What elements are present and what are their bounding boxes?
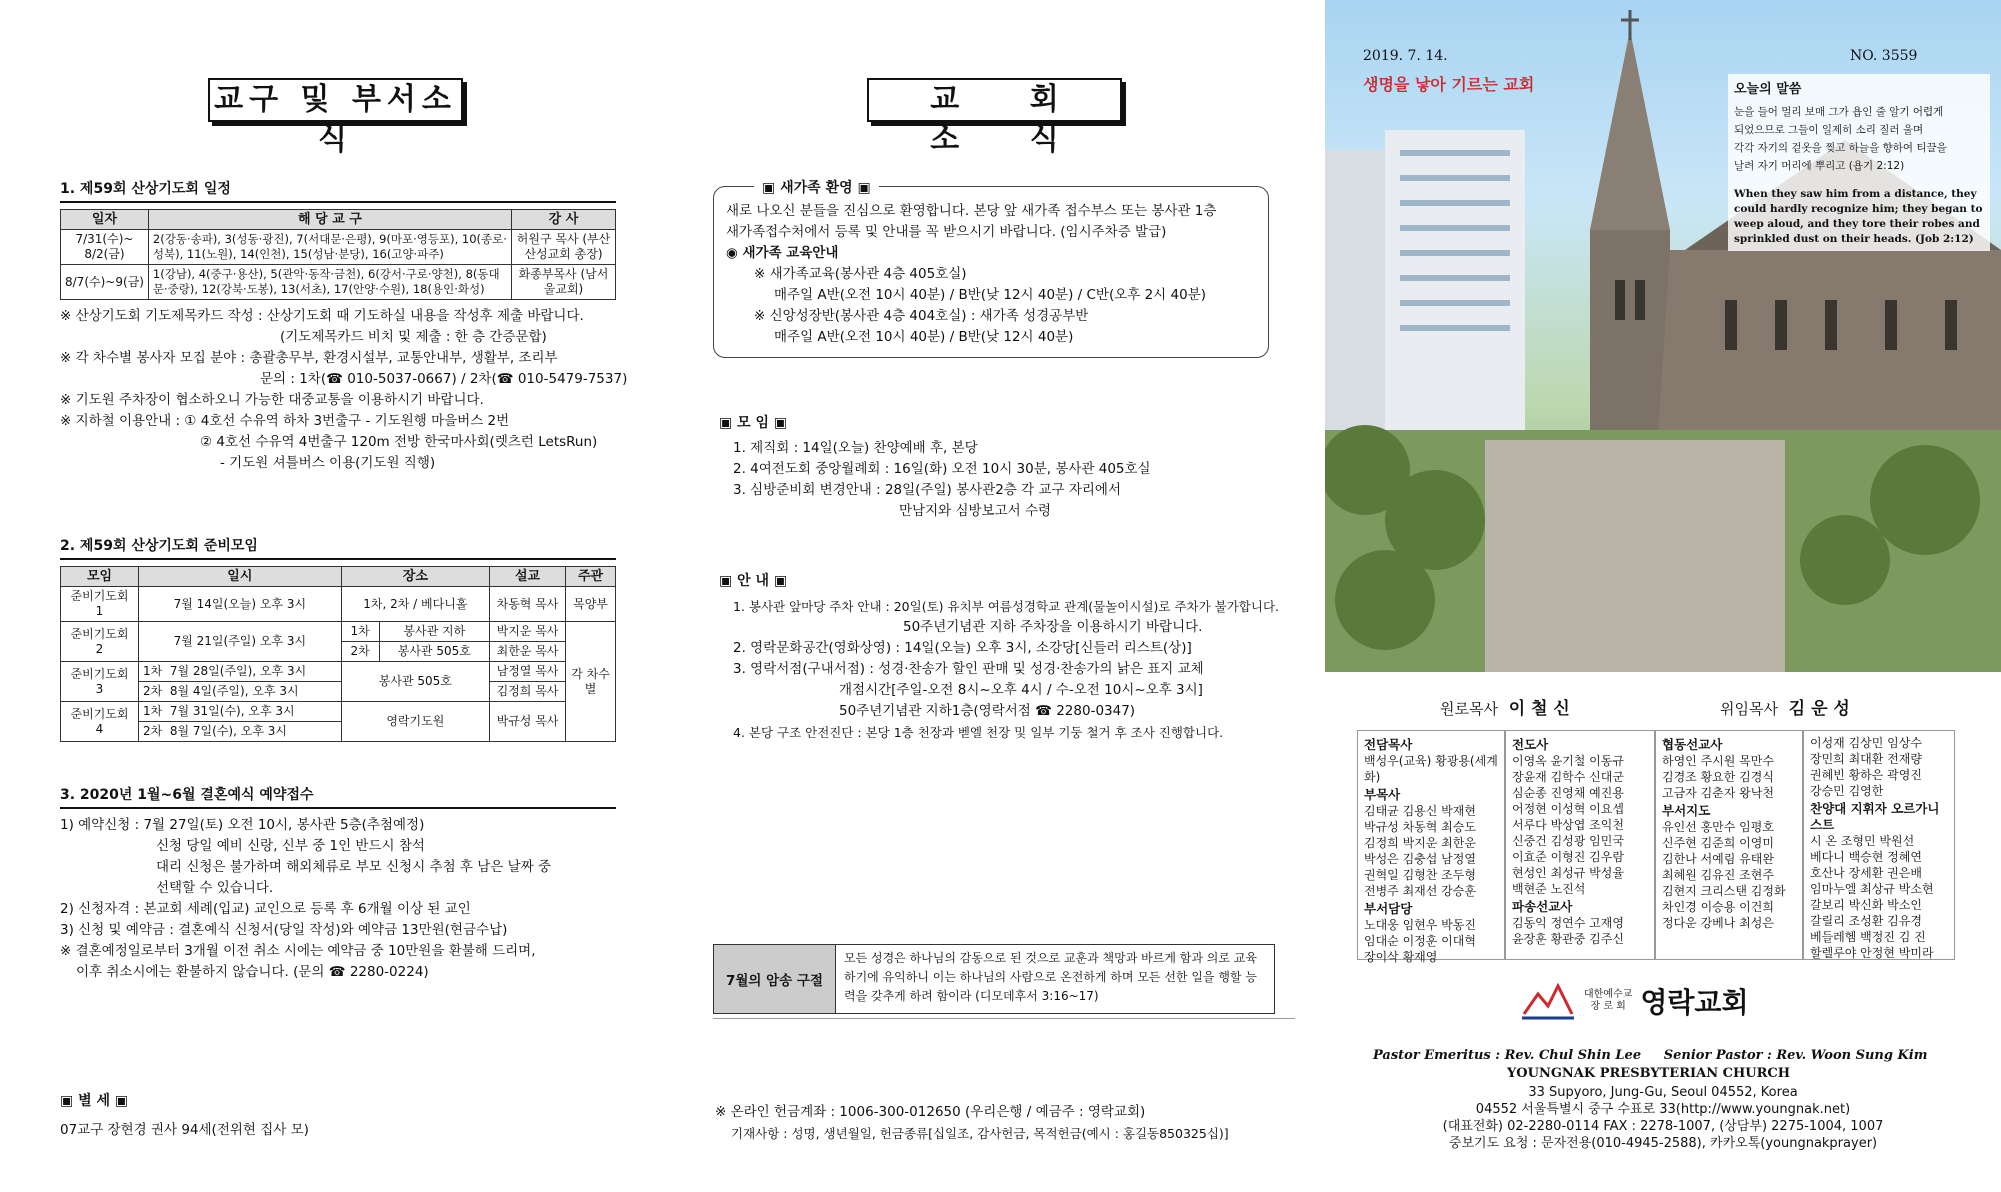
text-line: 대리 신청은 불가하며 해외체류로 부모 신청시 추첨 후 남은 날짜 중: [156, 859, 552, 875]
cell-speaker: 화종부목사 (남서울교회): [512, 265, 616, 300]
church-address: [1325, 1084, 2001, 1152]
staff-names: 백성우(교육) 황광용(세계화): [1364, 754, 1498, 784]
address-line: (대표전화) 02-2280-0114 FAX : 2278-1007, (상담부) 2275-1004, 1007: [1442, 1119, 1884, 1134]
verse-line: 날려 자기 머리에 뿌리고 (욥기 2:12): [1734, 160, 1905, 172]
pastor-emeritus-name: 이 철 신: [1508, 699, 1570, 719]
staff-group-title: 부서담당: [1364, 901, 1413, 916]
section-meetings: [719, 412, 1279, 522]
cell: 1차, 2차 / 베다니홀: [341, 587, 489, 622]
staff-names: 서루다 박상엽 조익천: [1512, 818, 1624, 832]
text-line: 1) 예약신청 : 7월 27일(토) 오전 10시, 봉사관 5층(추첨예정): [60, 817, 425, 833]
table-header: 강 사: [512, 210, 616, 230]
cell: 7월 14일(오늘) 오후 3시: [139, 587, 342, 622]
section-prayer-schedule: [60, 178, 628, 474]
left-page-title: 교구 및 부서소식: [208, 78, 463, 122]
notes: [60, 306, 628, 474]
welcome-box: [713, 180, 1269, 358]
cell-speaker: 허원구 목사 (부산산성교회 총장): [512, 230, 616, 265]
note-line: ※ 지하철 이용안내 : ① 4호선 수유역 하차 3번출구 - 기도원행 마을버스 2번: [60, 413, 510, 429]
table-row: [61, 662, 616, 682]
cell: 김정희 목사: [490, 682, 566, 702]
staff-names: 윤장훈 황관중 김주신: [1512, 932, 1624, 946]
text-line: 1. 제직회 : 14일(오늘) 찬양예배 후, 본당: [733, 440, 978, 456]
text-line: 매주일 A반(오전 10시 40분) / B반(낮 12시 40분) / C반(오후 2시 40분): [774, 287, 1207, 303]
staff-names: 차인경 이승용 이건희: [1662, 900, 1774, 914]
address-line: 04552 서울특별시 중구 수표로 33(http://www.youngnak.net): [1475, 1102, 1851, 1117]
note-line: ※ 각 차수별 봉사자 모집 분야 : 총괄총무부, 환경시설부, 교통안내부, 생활부, 조리부: [60, 350, 558, 366]
cell: 각 차수별: [566, 622, 616, 742]
verse-line: weep aloud, and they tore their robes and: [1734, 218, 1980, 230]
staff-names: 권혜빈 황하은 곽영진: [1810, 768, 1922, 782]
text-line: ※ 결혼예정일로부터 3개월 이전 취소 시에는 예약금 중 10만원을 환불해 드리며,: [60, 943, 536, 959]
table-row: [61, 682, 616, 702]
text-line: 신청 당일 예비 신랑, 신부 중 1인 반드시 참석: [156, 838, 425, 854]
staff-names: 베다니 백승현 정혜연: [1810, 850, 1922, 864]
section-title: ▣ 모 임 ▣: [719, 415, 788, 431]
pastor-emeritus-label: 원로목사: [1440, 700, 1498, 718]
table-row: [61, 702, 616, 722]
cell: 준비기도회 1: [61, 587, 139, 622]
staff-names: 최혜원 김유진 조현주: [1662, 868, 1774, 882]
staff-group-title: 부목사: [1364, 787, 1401, 802]
table-row: [61, 622, 616, 642]
staff-names: 심순종 진영채 예진용: [1512, 786, 1624, 800]
table-header: 장소: [341, 567, 489, 587]
offering-account: [715, 1102, 1305, 1144]
staff-names: 할렐루야 안정현 박미라: [1810, 946, 1934, 960]
staff-names: 베들레헴 백정진 김 진: [1810, 930, 1926, 944]
section-wedding: [60, 784, 616, 983]
todays-word-title: 오늘의 말씀: [1734, 82, 1802, 97]
staff-names: 김태균 김용신 박재현: [1364, 804, 1476, 818]
divider: [713, 1018, 1295, 1019]
cell: 목양부: [566, 587, 616, 622]
staff-names: 시 온 조형민 박원선: [1810, 834, 1915, 848]
cell: 최한운 목사: [490, 642, 566, 662]
text-line: 만남지와 심방보고서 수령: [899, 503, 1052, 519]
staff-names: 김동익 정연수 고재영: [1512, 916, 1624, 930]
pastors-english: Pastor Emeritus : Rev. Chul Shin Lee Senior Pastor : Rev. Woon Sung Kim: [1373, 1048, 1928, 1063]
middle-page: [695, 0, 1295, 1192]
cell-parishes: 2(강동·송파), 3(성동·광진), 7(서대문·은평), 9(마포·영등포), 10(종로·성북), 11(노원), 14(인천), 15(성남·분당), 16(고양·파주): [148, 230, 511, 265]
cell: 2차: [143, 684, 163, 698]
staff-names: 이효준 이형진 김우람: [1512, 850, 1624, 864]
note-line: ※ 기도원 주차장이 협소하오니 가능한 대중교통을 이용하시기 바랍니다.: [60, 392, 484, 408]
cell: 7월 31일(수), 오후 3시: [169, 704, 295, 718]
staff-names: 장민희 최대환 전재량: [1810, 752, 1922, 766]
text-line: 3) 신청 및 예약금 : 결혼예식 신청서(당일 작성)와 예약금 13만원(현금수납): [60, 922, 508, 938]
middle-page-title: 교 회 소 식: [867, 78, 1122, 122]
staff-names: 갈릴리 조성환 김유경: [1810, 914, 1922, 928]
staff-group-title: 찬양대 지휘자 오르가니스트: [1810, 801, 1940, 832]
section-obituary: [60, 1090, 616, 1141]
cell: 박지운 목사: [490, 622, 566, 642]
cell: 봉사관 505호: [341, 662, 489, 702]
staff-names: 현성인 최성규 박성율: [1512, 866, 1624, 880]
cell-parishes: 1(강남), 4(중구·용산), 5(관악·동작·금천), 6(강서·구로·양천), 8(동대문·중랑), 12(강북·도봉), 13(서초), 17(안양·수원), 18(용인·화성): [148, 265, 511, 300]
text-line: 1. 봉사관 앞마당 주차 안내 : 20일(토) 유치부 여름성경학교 관계(물놀이시설)로 주차가 불가합니다.: [733, 599, 1280, 614]
staff-group-title: 협동선교사: [1662, 737, 1723, 752]
cell: 1차: [143, 704, 163, 718]
pastor-emeritus: [1440, 694, 1570, 719]
text-line: ※ 신앙성장반(봉사관 4층 404호실) : 새가족 성경공부반: [754, 308, 1089, 324]
staff-names: 고금자 김춘자 왕낙천: [1662, 786, 1774, 800]
cell-date: 8/7(수)~9(금): [61, 265, 149, 300]
cell: 박규성 목사: [490, 702, 566, 742]
cell: 1차: [143, 664, 163, 678]
cell: 7월 21일(주일) 오후 3시: [139, 622, 342, 662]
staff-names: 노대웅 임현우 박동진: [1364, 918, 1476, 932]
table-header: 모임: [61, 567, 139, 587]
staff-names: 이성재 김상민 임상수: [1810, 736, 1922, 750]
note-line: (기도제목카드 비치 및 제출 : 한 층 간증문합): [280, 329, 547, 345]
staff-names: 호산나 장세환 권은배: [1810, 866, 1922, 880]
church-logo: [1520, 980, 1749, 1022]
staff-names: 박규성 차동혁 최승도: [1364, 820, 1476, 834]
text-line: 3. 영락서점(구내서점) : 성경·찬송가 할인 판매 및 성경·찬송가의 낡은 표지 교체: [733, 661, 1204, 677]
text-line: 2. 영락문화공간(영화상영) : 14일(오늘) 오후 3시, 소강당[신들러 리스트(상)]: [733, 640, 1192, 656]
verse-line: 눈을 들어 멀리 보매 그가 욥인 줄 알기 어렵게: [1734, 106, 1944, 118]
staff-names: 정다운 강베나 최성은: [1662, 916, 1774, 930]
text-line: 개점시간[주일-오전 8시~오후 4시 / 수-오전 10시~오후 3시]: [839, 682, 1203, 698]
box-title: ▣ 새가족 환영 ▣: [754, 177, 879, 197]
staff-names: 어정현 이성혁 이요셉: [1512, 802, 1624, 816]
staff-column: [1803, 730, 1955, 960]
cell-date: 7/31(수)~ 8/2(금): [61, 230, 149, 265]
staff-names: 박성은 김충섭 남정열: [1364, 852, 1476, 866]
section-title: 3. 2020년 1월~6월 결혼예식 예약접수: [60, 784, 616, 809]
cell: 8월 4일(주일), 오후 3시: [169, 684, 299, 698]
text-line: ◉ 새가족 교육안내: [726, 245, 839, 261]
cell: 차동혁 목사: [490, 587, 566, 622]
table-header: 설교: [490, 567, 566, 587]
church-name-english: YOUNGNAK PRESBYTERIAN CHURCH: [1507, 1066, 1790, 1081]
cell: 2차: [143, 724, 163, 738]
note-line: ※ 산상기도회 기도제목카드 작성 : 산상기도회 때 기도하실 내용을 작성후 제출 바랍니다.: [60, 308, 584, 324]
senior-pastor-label: 위임목사: [1720, 700, 1778, 718]
memory-verse-box: [713, 944, 1275, 1014]
staff-names: 백현준 노진석: [1512, 882, 1586, 896]
memory-verse-text: 모든 성경은 하나님의 감동으로 된 것으로 교훈과 책망과 바르게 함과 의로 교육하기에 유익하니 이는 하나님의 사람으로 온전하게 하며 모든 선한 일을 행할 능력을 갖추게 하려 함이라 (디모데후서 3:16~17): [844, 951, 1257, 1003]
cell: 7월 28일(주일), 오후 3시: [169, 664, 307, 678]
staff-names: 김경조 황요한 김경식: [1662, 770, 1774, 784]
staff-group-title: 부서지도: [1662, 803, 1711, 818]
table-header: 일자: [61, 210, 149, 230]
address-line: 33 Supyoro, Jung-Gu, Seoul 04552, Korea: [1528, 1085, 1798, 1100]
cell: 봉사관 지하: [379, 622, 489, 642]
text-line: 새로 나오신 분들을 진심으로 환영합니다. 본당 앞 새가족 접수부스 또는 봉사관 1층: [726, 203, 1217, 219]
logo-text-small: 장 로 회: [1590, 1001, 1626, 1012]
staff-names: 김현지 크리스탠 김정화: [1662, 884, 1786, 898]
verse-line: sprinkled dust on their heads. (Job 2:12): [1734, 233, 1974, 245]
text-line: 4. 본당 구조 안전진단 : 본당 1층 천장과 벧엘 천장 및 일부 기둥 철거 후 조사 진행합니다.: [733, 725, 1224, 740]
section-title: ▣ 별 세 ▣: [60, 1093, 129, 1109]
staff-group-title: 파송선교사: [1512, 899, 1573, 914]
table-row: [61, 587, 616, 622]
text-line: 3. 심방준비회 변경안내 : 28일(주일) 봉사관2층 각 교구 자리에서: [733, 482, 1122, 498]
logo-text-small: 대한예수교: [1584, 989, 1633, 1000]
staff-names: 강승민 김영한: [1810, 784, 1884, 798]
schedule-table: [60, 209, 616, 300]
staff-names: 장이삭 황재영: [1364, 950, 1438, 964]
staff-group-title: 전도사: [1512, 737, 1549, 752]
text-line: 기재사항 : 성명, 생년월일, 헌금종류[십일조, 감사헌금, 목적헌금(예시 : 홍길동850325십)]: [731, 1126, 1229, 1141]
verse-line: 각각 자기의 겉옷을 찢고 하늘을 향하여 티끌을: [1734, 142, 1947, 154]
church-name: 영락교회: [1640, 986, 1749, 1019]
obituary-text: 07교구 장현경 권사 94세(전위현 집사 모): [60, 1122, 309, 1138]
text-line: ※ 새가족교육(봉사관 4층 405호실): [754, 266, 967, 282]
staff-names: 임마누엘 최상규 박소현: [1810, 882, 1934, 896]
text-line: ※ 온라인 헌금계좌 : 1006-300-012650 (우리은행 / 예금주 : 영락교회): [715, 1104, 1146, 1120]
text-line: 2. 4여전도회 중앙월례회 : 16일(화) 오전 10시 30분, 봉사관 405호실: [733, 461, 1151, 477]
table-header: 일시: [139, 567, 342, 587]
cell: 영락기도원: [341, 702, 489, 742]
staff-names: 이영옥 윤기철 이동규: [1512, 754, 1624, 768]
staff-names: 전병주 최재선 강승훈: [1364, 884, 1476, 898]
section-title: ▣ 안 내 ▣: [719, 573, 788, 589]
table-header: 주관: [566, 567, 616, 587]
text-line: 이후 취소시에는 환불하지 않습니다. (문의 ☎ 2280-0224): [76, 964, 429, 980]
section-title: 2. 제59회 산상기도회 준비모임: [60, 535, 616, 560]
text-line: 매주일 A반(오전 10시 40분) / B반(낮 12시 40분): [774, 329, 1074, 345]
memory-verse-label: 7월의 암송 구절: [714, 945, 836, 1013]
cell: 봉사관 505호: [379, 642, 489, 662]
text-line: 50주년기념관 지하 주차장을 이용하시기 바랍니다.: [903, 619, 1203, 635]
cell: 남정열 목사: [490, 662, 566, 682]
cell: 8월 7일(수), 오후 3시: [169, 724, 287, 738]
right-page: [1325, 0, 2001, 1192]
text-line: 선택할 수 있습니다.: [156, 880, 274, 896]
staff-names: 신중건 김성광 임민국: [1512, 834, 1624, 848]
staff-names: 하영인 주시원 목만수: [1662, 754, 1774, 768]
church-logo-icon: [1520, 980, 1576, 1022]
left-page: [0, 0, 660, 1192]
table-row: [61, 230, 616, 265]
address-line: 중보기도 요청 : 문자전용(010-4945-2588), 카카오톡(youngnakprayer): [1448, 1136, 1878, 1151]
cell: 2차: [341, 642, 379, 662]
text-line: 새가족접수처에서 등록 및 안내를 꼭 받으시기 바랍니다. (임시주차증 발급): [726, 224, 1167, 240]
staff-column: [1505, 730, 1655, 960]
bulletin-date: 2019. 7. 14.: [1363, 48, 1448, 64]
text-line: 2) 신청자격 : 본교회 세례(입교) 교인으로 등록 후 6개월 이상 된 교인: [60, 901, 471, 917]
staff-names: 신주현 김준희 이영미: [1662, 836, 1774, 850]
staff-names: 김정희 박지운 최한운: [1364, 836, 1476, 850]
senior-pastor: [1720, 694, 1850, 719]
staff-names: 김한나 서예림 유태완: [1662, 852, 1774, 866]
note-line: - 기도원 셔틀버스 이용(기도원 직행): [220, 455, 436, 471]
verse-line: could hardly recognize him; they began to: [1734, 203, 1983, 215]
cell: 준비기도회 3: [61, 662, 139, 702]
staff-names: 임대순 이정훈 이대혁: [1364, 934, 1476, 948]
staff-group-title: 전담목사: [1364, 737, 1413, 752]
text-line: 50주년기념관 지하1층(영락서점 ☎ 2280-0347): [839, 703, 1136, 719]
verse-line: 되었으므로 그들이 일제히 소리 질러 울며: [1734, 124, 1924, 136]
cell: 1차: [341, 622, 379, 642]
todays-word: [1728, 74, 1990, 251]
church-slogan: 생명을 낳아 기르는 교회: [1363, 75, 1535, 94]
bulletin-number: NO. 3559: [1850, 48, 1918, 64]
table-row: [61, 265, 616, 300]
section-notices: [719, 570, 1289, 743]
staff-column: [1655, 730, 1803, 960]
note-line: ② 4호선 수유역 4번출구 120m 전방 한국마사회(렛츠런 LetsRun): [200, 434, 598, 450]
staff-names: 권혁일 김형찬 조두형: [1364, 868, 1476, 882]
senior-pastor-name: 김 운 성: [1788, 699, 1850, 719]
table-header: 해 당 교 구: [148, 210, 511, 230]
cell: 준비기도회 2: [61, 622, 139, 662]
staff-names: 갈보리 박신화 박소인: [1810, 898, 1922, 912]
staff-names: 유인선 홍만수 임평호: [1662, 820, 1774, 834]
verse-line: When they saw him from a distance, they: [1734, 188, 1977, 200]
section-prayer-prep: [60, 535, 616, 742]
section-title: 1. 제59회 산상기도회 일정: [60, 178, 616, 203]
note-line: 문의 : 1차(☎ 010-5037-0667) / 2차(☎ 010-5479-7537): [260, 371, 628, 387]
staff-column: [1357, 730, 1505, 964]
staff-names: 장윤재 김학수 신대군: [1512, 770, 1624, 784]
cell: 준비기도회 4: [61, 702, 139, 742]
prep-table: [60, 566, 616, 742]
